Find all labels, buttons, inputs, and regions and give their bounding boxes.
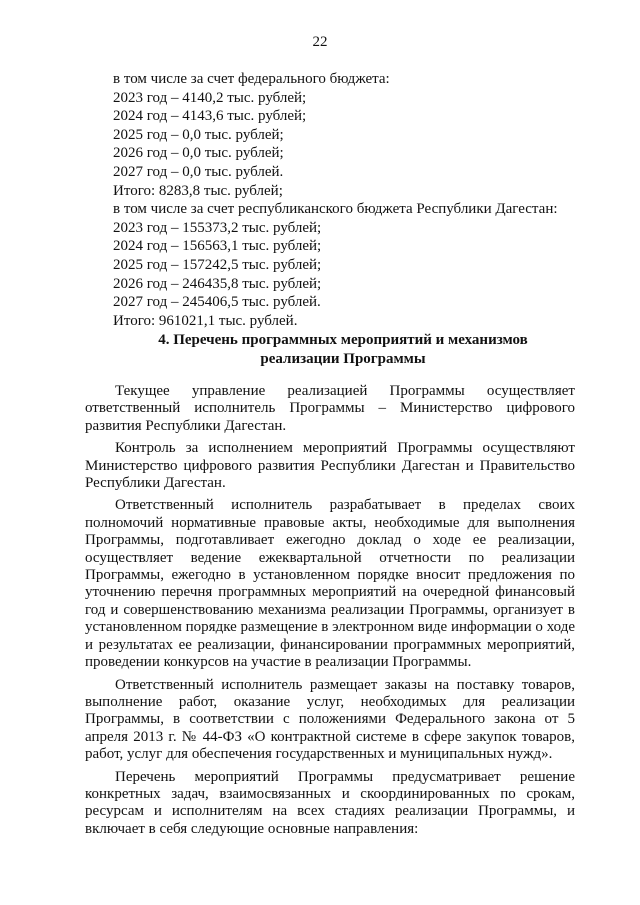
- section-heading-line: 4. Перечень программных мероприятий и механизмов: [158, 332, 528, 348]
- funding-line: 2026 год – 0,0 тыс. рублей;: [113, 145, 284, 162]
- funding-line: 2025 год – 157242,5 тыс. рублей;: [113, 256, 322, 273]
- funding-line: 2026 год – 246435,8 тыс. рублей;: [113, 275, 322, 292]
- funding-line: 2024 год – 4143,6 тыс. рублей;: [113, 108, 307, 125]
- funding-line: Итого: 8283,8 тыс. рублей;: [113, 182, 283, 199]
- funding-line: 2025 год – 0,0 тыс. рублей;: [113, 126, 284, 143]
- paragraph: Контроль за исполнением мероприятий Программы осуществляют Министерство цифрового развития Республики Дагестан и Правительство Республики Дагестан.: [85, 440, 575, 492]
- section-body: [85, 383, 575, 843]
- paragraph: Ответственный исполнитель разрабатывает в пределах своих полномочий нормативные правовые акты, необходимые для выполнения Программы, подготавливает ежегодно доклад о ходе ее реализации, осуществляет ведение ежеквартальной отчетности по реализации Программы, ежегодно в установленном порядке вносит предложения по уточнению перечня программных мероприятий на очередной финансовый год и совершенствованию механизма реализации Программы, организует в установленном порядке размещение в электронном виде информации о ходе и результатах ее реализации, финансировании программных мероприятий, проведении конкурсов на участие в реализации Программы.: [85, 497, 575, 671]
- paragraph: Ответственный исполнитель размещает заказы на поставку товаров, выполнение работ, оказание услуг, необходимых для реализации Программы, в соответствии с положениями Федерального закона от 5 апреля 2013 г. № 44-ФЗ «О контрактной системе в сфере закупок товаров, работ, услуг для обеспечения государственных и муниципальных нужд».: [85, 676, 575, 763]
- funding-line: в том числе за счет республиканского бюджета Республики Дагестан:: [113, 201, 558, 218]
- funding-line: 2027 год – 245406,5 тыс. рублей.: [113, 294, 321, 311]
- funding-line: 2023 год – 155373,2 тыс. рублей;: [113, 219, 322, 236]
- funding-line: 2024 год – 156563,1 тыс. рублей;: [113, 238, 322, 255]
- page-number: 22: [312, 34, 328, 50]
- section-heading: [60, 331, 626, 369]
- funding-line: 2023 год – 4140,2 тыс. рублей;: [113, 89, 307, 106]
- funding-list: [113, 70, 583, 330]
- paragraph: Перечень мероприятий Программы предусматривает решение конкретных задач, взаимосвязанных и скоординированных по срокам, ресурсам и исполнителям на всех стадиях реализации Программы, и включает в себя следующие основные направления:: [85, 768, 575, 837]
- funding-line: Итого: 961021,1 тыс. рублей.: [113, 312, 298, 329]
- paragraph: Текущее управление реализацией Программы осуществляет ответственный исполнитель Программы – Министерство цифрового развития Республики Дагестан.: [85, 383, 575, 434]
- funding-line: в том числе за счет федерального бюджета:: [113, 71, 390, 87]
- section-heading-line: реализации Программы: [260, 351, 426, 367]
- funding-line: 2027 год – 0,0 тыс. рублей.: [113, 163, 284, 180]
